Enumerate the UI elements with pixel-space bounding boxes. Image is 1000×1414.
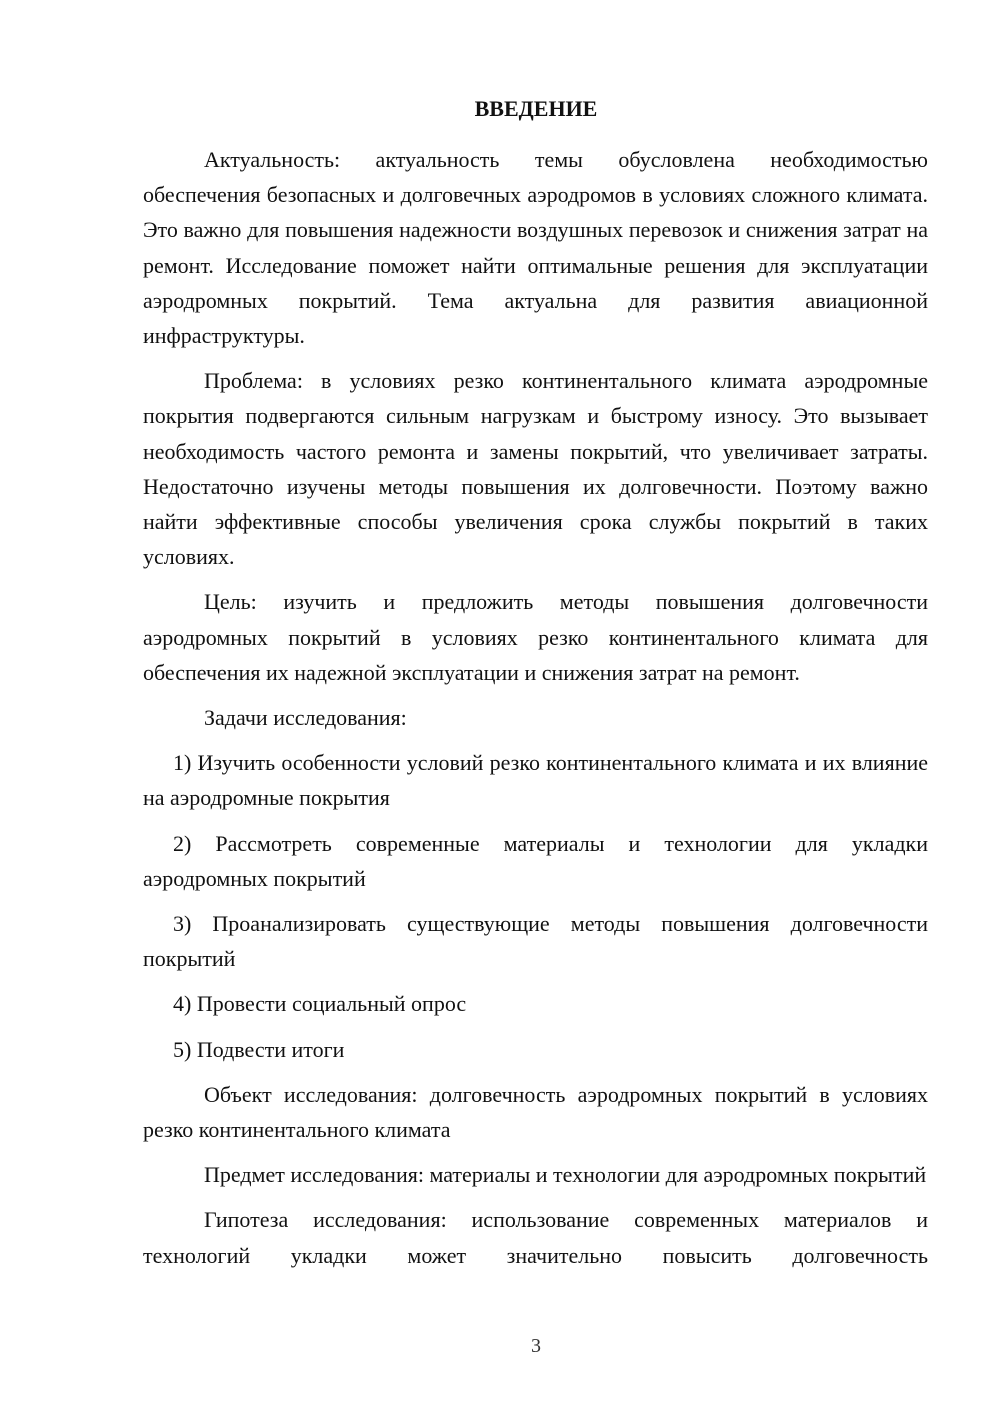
task-item: 5) Подвести итоги — [173, 1036, 345, 1062]
page-title: ВВЕДЕНИЕ — [474, 96, 598, 121]
document-body — [143, 142, 928, 1273]
paragraph-hypothesis: Гипотеза исследования: использование современных материалов и технологий укладки может значительно повысить долговечность — [143, 1207, 928, 1268]
paragraph-tasks-heading: Задачи исследования: — [204, 705, 407, 731]
paragraph-problem: Проблема: в условиях резко континентального климата аэродромные покрытия подвергаются сильным нагрузкам и быстрому износу. Это вызывает необходимость частого ремонта и замены покрытий, что увеличивает затраты. Недостаточно изучены методы повышения их долговечности. Поэтому важно найти эффективные способы увеличения срока службы покрытий в таких условиях. — [143, 368, 928, 570]
paragraph-goal: Цель: изучить и предложить методы повышения долговечности аэродромных покрытий в условиях резко континентального климата для обеспечения их надежной эксплуатации и снижения затрат на ремонт. — [143, 589, 928, 685]
paragraph-relevance: Актуальность: актуальность темы обусловлена необходимостью обеспечения безопасных и долговечных аэродромов в условиях сложного климата. Это важно для повышения надежности воздушных перевозок и снижения затрат на ремонт. Исследование поможет найти оптимальные решения для эксплуатации аэродромных покрытий. Тема актуальна для развития авиационной инфраструктуры. — [143, 147, 928, 349]
page-number: 3 — [531, 1335, 541, 1357]
paragraph-subject: Предмет исследования: материалы и технологии для аэродромных покрытий — [204, 1162, 927, 1188]
task-item: 2) Рассмотреть современные материалы и технологии для укладки аэродромных покрытий — [143, 830, 928, 891]
task-item: 4) Провести социальный опрос — [173, 991, 467, 1017]
paragraph-object: Объект исследования: долговечность аэродромных покрытий в условиях резко континентального климата — [143, 1081, 928, 1143]
task-item: 1) Изучить особенности условий резко континентального климата и их влияние на аэродромные покрытия — [143, 750, 928, 811]
task-item: 3) Проанализировать существующие методы повышения долговечности покрытий — [143, 911, 928, 972]
